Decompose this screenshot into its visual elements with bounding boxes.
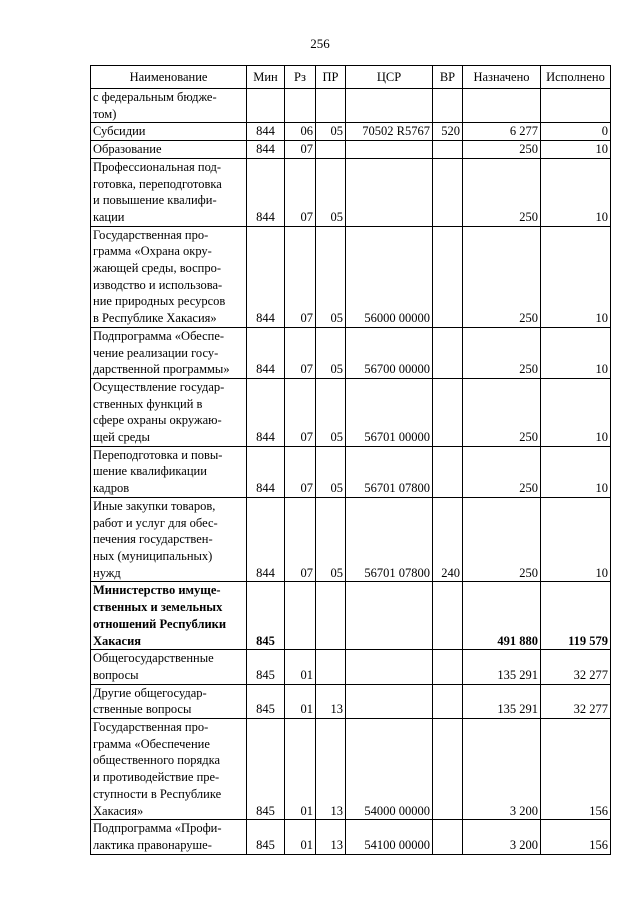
cell-name-line: ственных и земельных [93, 600, 223, 615]
cell-name-line: кации [93, 209, 125, 224]
cell-name [91, 378, 247, 446]
cell-name-line: Министерство имуще- [93, 583, 221, 598]
table-row [91, 89, 611, 123]
column-header-name: Наименование [91, 66, 247, 89]
cell-pr: 13 [316, 820, 346, 854]
table-row [91, 497, 611, 582]
cell-assigned [463, 89, 541, 123]
cell-rz [285, 89, 316, 123]
cell-min: 845 [247, 684, 285, 718]
cell-rz: 07 [285, 378, 316, 446]
cell-vr [433, 226, 463, 327]
cell-name-line: Подпрограмма «Профи- [93, 821, 222, 836]
cell-name [91, 650, 247, 684]
cell-executed: 10 [541, 158, 611, 226]
cell-name-line: ступности в Республике [93, 786, 222, 801]
cell-rz: 06 [285, 123, 316, 141]
cell-csr: 54000 00000 [346, 719, 433, 820]
cell-assigned: 250 [463, 497, 541, 582]
cell-csr [346, 582, 433, 650]
cell-csr: 56700 00000 [346, 327, 433, 378]
budget-table [90, 65, 611, 855]
table-row [91, 226, 611, 327]
cell-rz: 07 [285, 158, 316, 226]
cell-name [91, 89, 247, 123]
cell-name-line: том) [93, 106, 117, 121]
cell-name-line: общественного порядка [93, 753, 221, 768]
cell-name-line: Государственная про- [93, 227, 209, 242]
cell-csr: 54100 00000 [346, 820, 433, 854]
cell-assigned: 135 291 [463, 684, 541, 718]
cell-executed: 156 [541, 820, 611, 854]
cell-name [91, 123, 247, 141]
cell-name-line: Подпрограмма «Обеспе- [93, 328, 225, 343]
cell-name-line: чение реализации госу- [93, 345, 219, 360]
cell-vr [433, 158, 463, 226]
cell-assigned: 250 [463, 158, 541, 226]
cell-csr [346, 158, 433, 226]
cell-executed: 32 277 [541, 650, 611, 684]
cell-executed: 10 [541, 446, 611, 497]
cell-executed: 10 [541, 497, 611, 582]
cell-name [91, 684, 247, 718]
cell-vr [433, 820, 463, 854]
cell-name-line: Хакасия [93, 633, 142, 648]
table-row [91, 123, 611, 141]
cell-assigned: 250 [463, 226, 541, 327]
cell-name [91, 719, 247, 820]
cell-name-line: лактика правонаруше- [93, 837, 212, 852]
cell-name [91, 582, 247, 650]
cell-assigned: 3 200 [463, 719, 541, 820]
cell-name-line: Профессиональная под- [93, 159, 222, 174]
cell-name-line: готовка, переподготовка [93, 176, 222, 191]
cell-vr: 240 [433, 497, 463, 582]
cell-min: 844 [247, 226, 285, 327]
cell-rz: 07 [285, 226, 316, 327]
cell-name-line: работ и услуг для обес- [93, 515, 218, 530]
cell-pr [316, 89, 346, 123]
cell-csr: 56701 00000 [346, 378, 433, 446]
cell-name-line: и повышение квалифи- [93, 193, 217, 208]
cell-name-line: Субсидии [93, 124, 146, 139]
cell-rz [285, 582, 316, 650]
cell-pr: 05 [316, 123, 346, 141]
cell-name-line: Хакасия» [93, 803, 144, 818]
table-row [91, 650, 611, 684]
column-header-csr: ЦСР [346, 66, 433, 89]
cell-csr: 56701 07800 [346, 497, 433, 582]
cell-executed: 156 [541, 719, 611, 820]
cell-rz: 01 [285, 684, 316, 718]
table-row [91, 582, 611, 650]
cell-assigned: 3 200 [463, 820, 541, 854]
cell-name-line: Государственная про- [93, 720, 209, 735]
cell-csr [346, 650, 433, 684]
table-row [91, 158, 611, 226]
cell-executed: 119 579 [541, 582, 611, 650]
cell-executed: 10 [541, 226, 611, 327]
cell-name-line: Осуществление государ- [93, 379, 225, 394]
cell-vr [433, 684, 463, 718]
table-row [91, 446, 611, 497]
cell-min: 844 [247, 378, 285, 446]
table-row [91, 327, 611, 378]
cell-min: 844 [247, 327, 285, 378]
cell-name-line: шение квалификации [93, 464, 207, 479]
cell-pr: 05 [316, 378, 346, 446]
cell-name-line: дарственной программы» [93, 362, 230, 377]
cell-name-line: грамма «Обеспечение [93, 736, 210, 751]
cell-pr: 05 [316, 158, 346, 226]
cell-name-line: кадров [93, 481, 130, 496]
cell-executed: 10 [541, 378, 611, 446]
table-row [91, 719, 611, 820]
cell-executed: 10 [541, 141, 611, 159]
cell-name-line: сфере охраны окружаю- [93, 413, 222, 428]
column-header-vr: ВР [433, 66, 463, 89]
table-header-row [91, 66, 611, 89]
cell-name [91, 497, 247, 582]
cell-name-line: ных (муниципальных) [93, 548, 213, 563]
cell-pr [316, 141, 346, 159]
cell-name-line: ние природных ресурсов [93, 294, 226, 309]
cell-min: 845 [247, 650, 285, 684]
column-header-min: Мин [247, 66, 285, 89]
cell-min: 844 [247, 123, 285, 141]
cell-rz: 07 [285, 141, 316, 159]
cell-rz: 07 [285, 497, 316, 582]
cell-min: 844 [247, 446, 285, 497]
page-number: 256 [310, 36, 330, 51]
cell-min [247, 89, 285, 123]
cell-name [91, 446, 247, 497]
table-row [91, 684, 611, 718]
cell-vr [433, 378, 463, 446]
cell-name [91, 327, 247, 378]
cell-rz: 01 [285, 820, 316, 854]
cell-csr: 56701 07800 [346, 446, 433, 497]
cell-name-line: отношений Республики [93, 616, 227, 631]
cell-min: 844 [247, 158, 285, 226]
cell-min: 845 [247, 582, 285, 650]
cell-name-line: грамма «Охрана окру- [93, 244, 212, 259]
cell-name-line: нужд [93, 565, 121, 580]
cell-name-line: с федеральным бюдже- [93, 90, 217, 104]
cell-assigned: 250 [463, 446, 541, 497]
column-header-executed: Исполнено [541, 66, 611, 89]
cell-rz: 07 [285, 327, 316, 378]
cell-csr [346, 89, 433, 123]
cell-vr [433, 89, 463, 123]
cell-name-line: Иные закупки товаров, [93, 498, 216, 513]
cell-vr [433, 719, 463, 820]
cell-csr [346, 141, 433, 159]
cell-pr [316, 582, 346, 650]
cell-name-line: жающей среды, воспро- [93, 261, 221, 276]
cell-name-line: изводство и использова- [93, 277, 223, 292]
cell-csr: 70502 R5767 [346, 123, 433, 141]
cell-name-line: Переподготовка и повы- [93, 447, 223, 462]
cell-min: 844 [247, 497, 285, 582]
cell-pr [316, 650, 346, 684]
cell-executed: 32 277 [541, 684, 611, 718]
cell-assigned: 250 [463, 378, 541, 446]
cell-name-line: в Республике Хакасия» [93, 311, 217, 326]
column-header-pr: ПР [316, 66, 346, 89]
cell-name-line: печения государствен- [93, 532, 213, 547]
cell-name-line: Общегосударственные [93, 651, 214, 666]
cell-name-line: ственные вопросы [93, 702, 192, 717]
cell-name [91, 820, 247, 854]
cell-name-line: Образование [93, 142, 162, 157]
cell-vr [433, 446, 463, 497]
cell-rz: 01 [285, 719, 316, 820]
cell-pr: 13 [316, 719, 346, 820]
column-header-assigned: Назначено [463, 66, 541, 89]
cell-vr: 520 [433, 123, 463, 141]
cell-assigned: 250 [463, 327, 541, 378]
cell-assigned: 135 291 [463, 650, 541, 684]
cell-csr [346, 684, 433, 718]
cell-vr [433, 582, 463, 650]
cell-pr: 05 [316, 497, 346, 582]
cell-executed: 10 [541, 327, 611, 378]
cell-pr: 13 [316, 684, 346, 718]
cell-assigned: 491 880 [463, 582, 541, 650]
cell-pr: 05 [316, 327, 346, 378]
cell-rz: 07 [285, 446, 316, 497]
cell-name-line: ственных функций в [93, 396, 203, 411]
cell-name [91, 141, 247, 159]
cell-executed [541, 89, 611, 123]
cell-csr: 56000 00000 [346, 226, 433, 327]
cell-name-line: вопросы [93, 667, 139, 682]
cell-vr [433, 327, 463, 378]
cell-pr: 05 [316, 446, 346, 497]
cell-name [91, 226, 247, 327]
cell-vr [433, 141, 463, 159]
cell-min: 845 [247, 820, 285, 854]
cell-assigned: 6 277 [463, 123, 541, 141]
table-row [91, 141, 611, 159]
cell-rz: 01 [285, 650, 316, 684]
cell-name-line: щей среды [93, 430, 150, 445]
column-header-rz: Рз [285, 66, 316, 89]
cell-name-line: Другие общегосудар- [93, 685, 207, 700]
cell-name [91, 158, 247, 226]
table-row [91, 378, 611, 446]
cell-min: 844 [247, 141, 285, 159]
cell-name-line: и противодействие пре- [93, 770, 220, 785]
cell-min: 845 [247, 719, 285, 820]
cell-assigned: 250 [463, 141, 541, 159]
cell-executed: 0 [541, 123, 611, 141]
cell-vr [433, 650, 463, 684]
cell-pr: 05 [316, 226, 346, 327]
table-row [91, 820, 611, 854]
